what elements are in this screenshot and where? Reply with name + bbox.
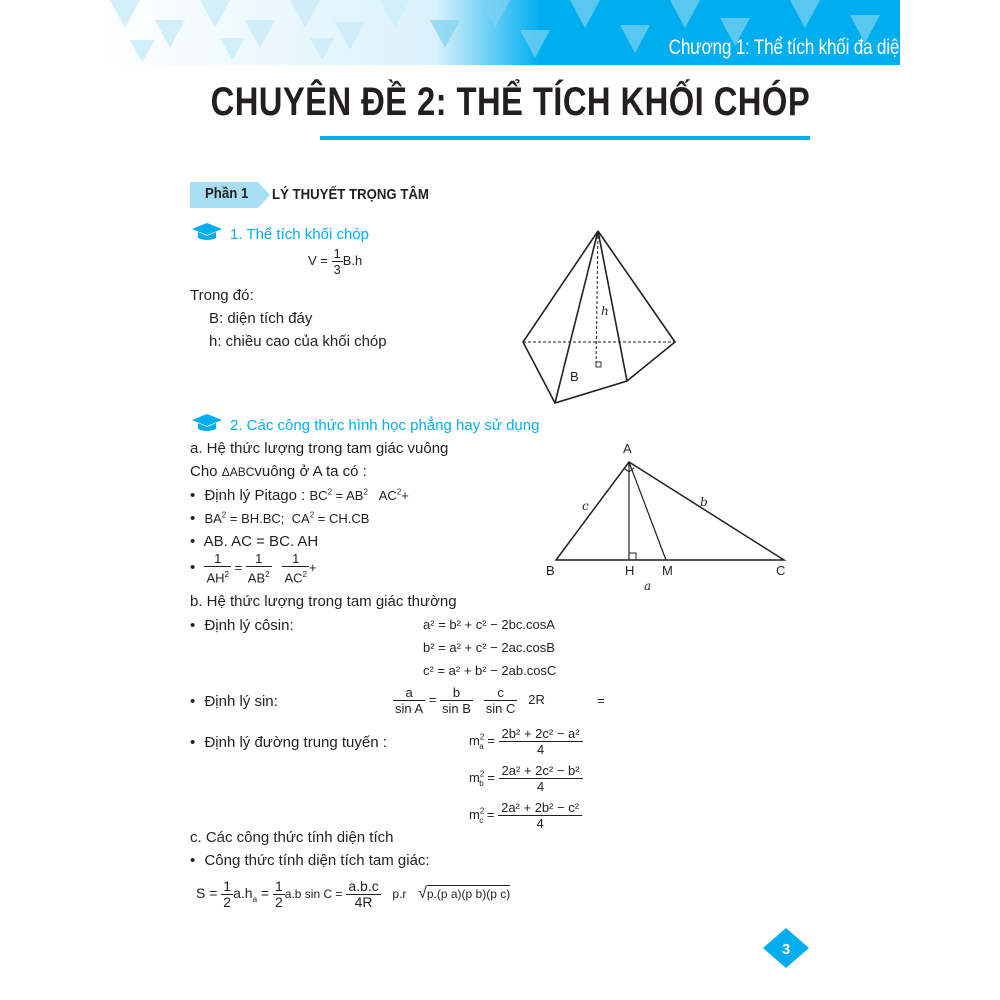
h-definition: h: chiều cao của khối chóp [209, 333, 387, 350]
inverse-square-item: • $\frac{1}{AH^2}$ = $\frac{1}{AB^2}$ $\frac{1}{AC^2}$ + [190, 551, 317, 585]
inv-num-1: • 1 [204, 551, 231, 567]
subsection-a-title: a. Hệ thức lượng trong tam giác vuông [190, 440, 449, 457]
pitago-plus: + [401, 488, 409, 503]
intro-suffix: vuông ở A ta có : [254, 463, 367, 480]
pitago-bc: BC [309, 488, 328, 503]
subsection-b-title: b. Hệ thức lượng trong tam giác thường [190, 593, 457, 610]
area-item [190, 852, 430, 869]
median-item [190, 734, 387, 751]
vertex-b-label: B [546, 563, 555, 578]
where-label: Trong đó: [190, 287, 254, 304]
area-half-den-2: 2 [274, 894, 283, 910]
projection-item: • $BA^2 = BH.BC$; $CA^2 = CH.CB$ [190, 510, 369, 527]
section2-heading: 2. Các công thức hình học phẳng hay sử dụng [230, 417, 540, 434]
cosine-formula-a: a² = b² + c² − 2bc.cosA [423, 617, 555, 632]
volume-formula [308, 246, 362, 277]
bh-bc: = BH.BC; [229, 511, 285, 526]
area-abc: a.b.c [348, 878, 379, 894]
pyramid-base-label: B [570, 369, 579, 384]
sine-label: Định lý sin: [204, 693, 278, 710]
stray-equals: = [597, 693, 605, 708]
area-s: S = [196, 885, 218, 902]
area-half-num-1: 1 [223, 878, 232, 894]
area-pr: p.r [392, 887, 407, 902]
pyramid-figure [515, 225, 685, 410]
median-m-c: m [469, 806, 480, 822]
cosine-formula-c: c² = a² + b² − 2ab.cosC [423, 663, 557, 678]
area-4r: 4R [354, 894, 373, 910]
area-aha: a.h [233, 885, 253, 902]
area-half-num-2: 1 [274, 878, 283, 894]
median-formula-b: $m^2_b$ = $\frac{\text{2a² + 2c² − b²}}{4}$ [469, 763, 583, 794]
pyramid-height-label: h [601, 304, 609, 318]
b-definition: B: diện tích đáy [209, 310, 313, 327]
sine-den-a: sin A [395, 701, 424, 716]
median-formula-a: $m^2_a$ = $\frac{\text{2b² + 2c² − a²}}{4}$ [469, 726, 583, 757]
inv-eq: = [234, 559, 243, 575]
inv-den-2: AB [247, 570, 266, 586]
cosine-label: Định lý côsin: [204, 617, 294, 634]
volume-denominator: 3 [333, 262, 341, 277]
sine-den-c: sin C [485, 701, 516, 716]
vertex-c-label: C [776, 563, 786, 578]
sine-rhs: 2R [528, 691, 545, 707]
pitago-label: Định lý Pitago : [204, 487, 306, 504]
foot-h-label: H [625, 563, 635, 578]
area-heron: p.(p a)(p b)(p c) [426, 887, 511, 902]
subsection-c-title: c. Các công thức tính diện tích [190, 829, 394, 846]
median-b-numerator: 2a² + 2c² − b² [499, 763, 583, 779]
sine-eq: = [428, 691, 437, 707]
pitago-item: • Định lý Pitago : $BC^2 = AB^2$ $AC^2+$ [190, 487, 409, 504]
area-formula: S = $\frac{1}{2}$ $a.h_a$ = $\frac{1}{2}$ a.b sin C = $\frac{a.b.c}{4R}$ p.r √p.(p a)(p b)(p c) [196, 878, 511, 910]
side-c-label: c [582, 499, 589, 513]
area-half-den-1: 2 [223, 894, 232, 910]
pitago-ac: AC [378, 488, 397, 503]
median-a-denominator: 4 [536, 742, 545, 757]
title-underline [320, 136, 810, 140]
sine-item [190, 693, 278, 710]
inv-plus: + [308, 559, 317, 575]
median-a-numerator: 2b² + 2c² − a² [499, 726, 583, 742]
cosine-item [190, 617, 294, 634]
inv-den-1: AH [206, 570, 225, 586]
area-absinc: a.b sin C = [284, 887, 343, 902]
median-b-denominator: 4 [536, 779, 545, 794]
median-label: Định lý đường trung tuyến : [204, 734, 387, 751]
ba-term: BA [204, 511, 222, 526]
ab-ac-formula: AB. AC = BC. AH [203, 533, 319, 550]
median-sub-a: a [479, 741, 484, 751]
inv-den-3: AC [284, 570, 303, 586]
median-c-numerator: 2a² + 2b² − c² [498, 800, 582, 816]
midpoint-m-label: M [662, 563, 673, 578]
section1-heading: 1. Thể tích khối chóp [230, 226, 369, 243]
side-a-label: a [644, 579, 652, 593]
pitago-ab: = AB [335, 488, 364, 503]
sine-num-c: c [484, 685, 518, 701]
page-title: CHUYÊN ĐỀ 2: THỂ TÍCH KHỐI CHÓP [210, 80, 810, 124]
part-tab-label: Phần 1 [205, 185, 249, 202]
sine-den-b: sin B [442, 701, 471, 716]
inv-num-2: 1 [246, 551, 272, 567]
right-triangle-intro [190, 463, 367, 480]
ab-ac-item [190, 533, 318, 550]
median-m-a: m [469, 732, 480, 748]
part-title: LÝ THUYẾT TRỌNG TÂM [272, 186, 429, 203]
side-b-label: b [700, 495, 708, 509]
area-aha-sub: a [252, 895, 258, 904]
sine-num-a: a [393, 685, 425, 701]
sine-num-b: b [440, 685, 473, 701]
median-sub-c: c [479, 815, 484, 825]
area-label: Công thức tính diện tích tam giác: [204, 852, 430, 869]
intro-prefix: Cho [190, 463, 218, 480]
ca-term: CA [291, 511, 310, 526]
vertex-a-label: A [623, 441, 632, 456]
volume-rhs: B.h [342, 252, 363, 268]
ch-cb: = CH.CB [317, 511, 370, 526]
sine-formula [393, 685, 545, 716]
volume-numerator: 1 [333, 246, 341, 261]
cosine-formula-b: b² = a² + c² − 2ac.cosB [423, 640, 555, 655]
chapter-title: Chương 1: Thể tích khối đa diện [668, 36, 908, 59]
volume-lhs: V = [308, 252, 328, 268]
median-sub-b: b [479, 778, 484, 788]
median-formula-c: $m^2_c$ = $\frac{\text{2a² + 2b² − c²}}{4}$ [469, 800, 582, 831]
triangle-symbol: ΔABC [221, 465, 255, 479]
cap-icon [190, 412, 224, 432]
volume-fraction [332, 246, 343, 277]
page-number: 3 [781, 941, 791, 958]
inv-num-3: 1 [282, 551, 309, 567]
median-m-b: m [469, 769, 480, 785]
cap-icon [190, 221, 224, 241]
right-triangle-figure [540, 440, 800, 595]
page-number-badge [763, 928, 809, 968]
median-c-denominator: 4 [536, 816, 544, 831]
